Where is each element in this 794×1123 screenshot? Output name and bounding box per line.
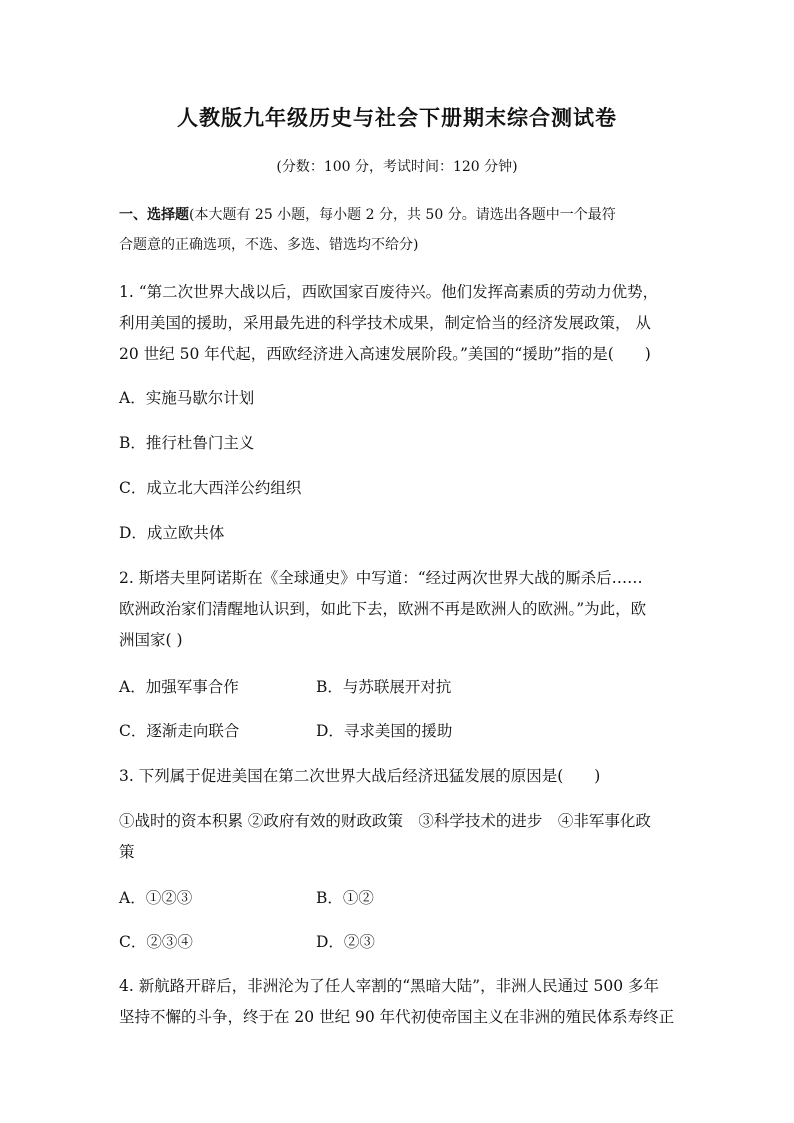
question-3-line-1: 3. 下列属于促进美国在第二次世界大战后经济迅猛发展的原因是( ) (119, 767, 601, 785)
section-heading: 一、选择题 (119, 207, 189, 223)
question-2-line-3: 洲国家( ) (119, 631, 183, 649)
question-4-line-1: 4. 新航路开辟后，非洲沦为了任人宰割的“黑暗大陆”，非洲人民通过 500 多年 (119, 977, 660, 995)
question-1-line-2: 利用美国的援助，采用最先进的科学技术成果，制定恰当的经济发展政策， 从 (119, 314, 651, 332)
question-2-line-2: 欧洲政治家们清醒地认识到，如此下去，欧洲不再是欧洲人的欧洲。”为此，欧 (119, 600, 647, 618)
section-heading-line (119, 204, 616, 224)
question-1-option-d: D．成立欧共体 (119, 524, 225, 542)
question-1-line-1: 1. “第二次世界大战以后，西欧国家百废待兴。他们发挥高素质的劳动力优势， (119, 283, 659, 301)
question-3-option-d: D．②③ (316, 933, 375, 951)
question-1-option-b: B．推行杜鲁门主义 (119, 434, 255, 452)
question-1-line-3: 20 世纪 50 年代起，西欧经济进入高速发展阶段。”美国的“援助”指的是( ) (119, 345, 651, 363)
section-instructions: (本大题有 25 小题，每小题 2 分，共 50 分。请选出各题中一个最符 (189, 207, 616, 223)
question-1-option-c: C．成立北大西洋公约组织 (119, 479, 302, 497)
question-2-option-a: A．加强军事合作 (119, 678, 239, 696)
question-4-line-2: 坚持不懈的斗争，终于在 20 世纪 90 年代初使帝国主义在非洲的殖民体系寿终正 (119, 1008, 675, 1026)
question-3-option-c: C．②③④ (119, 933, 193, 951)
question-2-option-c: C．逐渐走向联合 (119, 722, 240, 740)
question-3-option-b: B．①② (316, 889, 374, 907)
section-instructions-cont: 合题意的正确选项，不选、多选、错选均不给分) (119, 237, 419, 253)
question-2-option-b: B．与苏联展开对抗 (316, 678, 452, 696)
question-3-line-3: 策 (119, 843, 135, 861)
question-3-line-2: ①战时的资本积累 ②政府有效的财政政策 ③科学技术的进步 ④非军事化政 (119, 812, 651, 830)
question-2-line-1: 2. 斯塔夫里阿诺斯在《全球通史》中写道：“经过两次世界大战的厮杀后…… (119, 569, 643, 587)
page-title: 人教版九年级历史与社会下册期末综合测试卷 (177, 105, 617, 130)
exam-info: (分数：100 分，考试时间：120 分钟) (276, 159, 518, 175)
question-2-option-d: D．寻求美国的援助 (316, 722, 453, 740)
question-3-option-a: A．①②③ (119, 889, 193, 907)
question-1-option-a: A．实施马歇尔计划 (119, 389, 255, 407)
